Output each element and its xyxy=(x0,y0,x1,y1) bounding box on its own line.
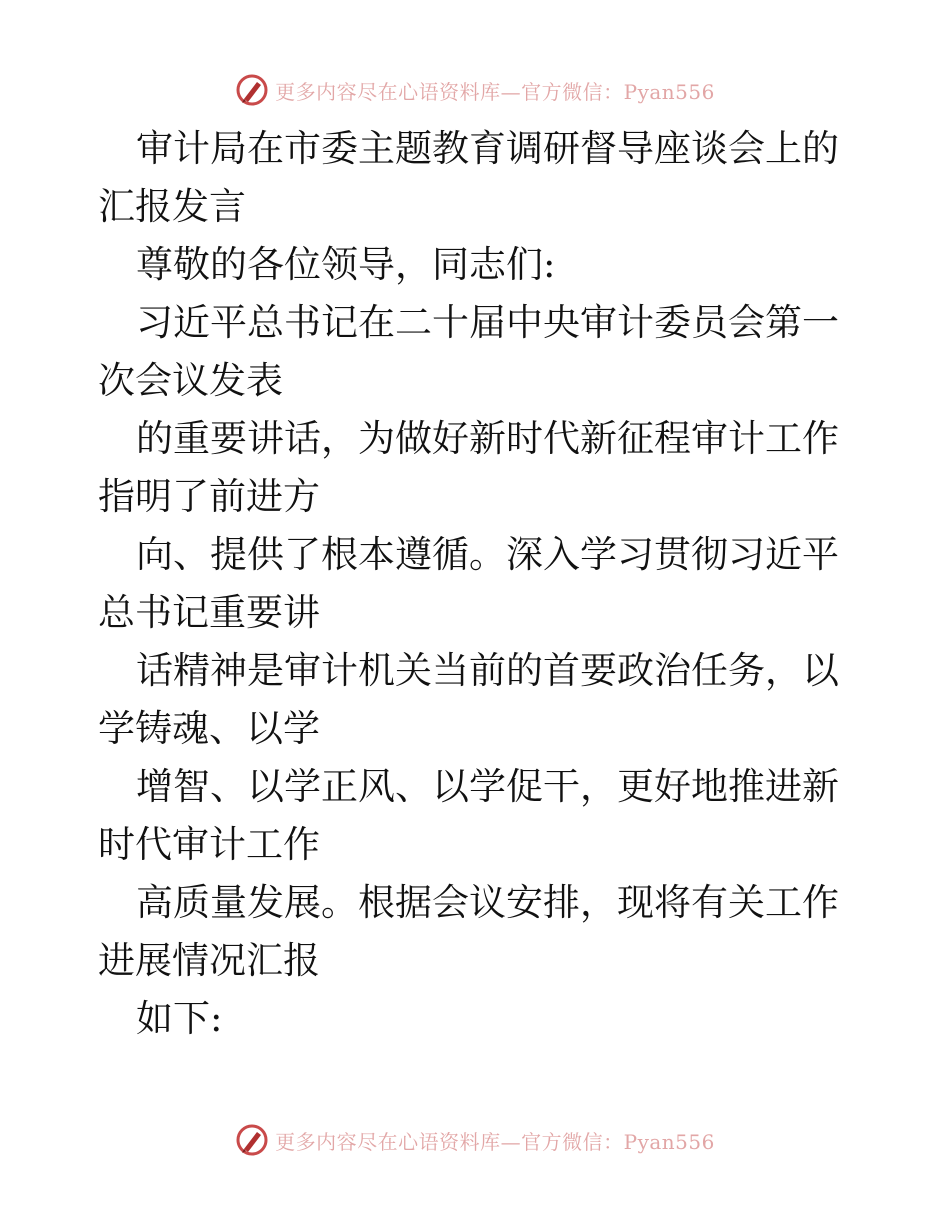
paragraph: 话精神是审计机关当前的首要政治任务，以学铸魂、以学 xyxy=(98,649,839,750)
paragraph: 的重要讲话，为做好新时代新征程审计工作指明了前进方 xyxy=(98,417,839,518)
footer-watermark xyxy=(0,1120,950,1160)
document-body xyxy=(98,120,858,1048)
paragraph: 高质量发展。根据会议安排，现将有关工作进展情况汇报 xyxy=(98,881,839,982)
paragraph: 如下: xyxy=(136,997,223,1040)
paragraph: 增智、以学正风、以学促干，更好地推进新时代审计工作 xyxy=(98,765,839,866)
paragraph: 习近平总书记在二十届中央审计委员会第一次会议发表 xyxy=(98,301,839,402)
paragraph: 向、提供了根本遵循。深入学习贯彻习近平总书记重要讲 xyxy=(98,533,839,634)
watermark-text: 更多内容尽在心语资料库—官方微信：Pyan556 xyxy=(275,1129,715,1154)
watermark-text: 更多内容尽在心语资料库—官方微信：Pyan556 xyxy=(275,79,715,104)
pen-logo-icon xyxy=(235,1123,269,1157)
pen-logo-icon xyxy=(235,73,269,107)
document-title: 审计局在市委主题教育调研督导座谈会上的汇报发言 xyxy=(98,127,839,228)
header-watermark xyxy=(0,70,950,110)
paragraph: 尊敬的各位领导，同志们: xyxy=(136,243,556,286)
